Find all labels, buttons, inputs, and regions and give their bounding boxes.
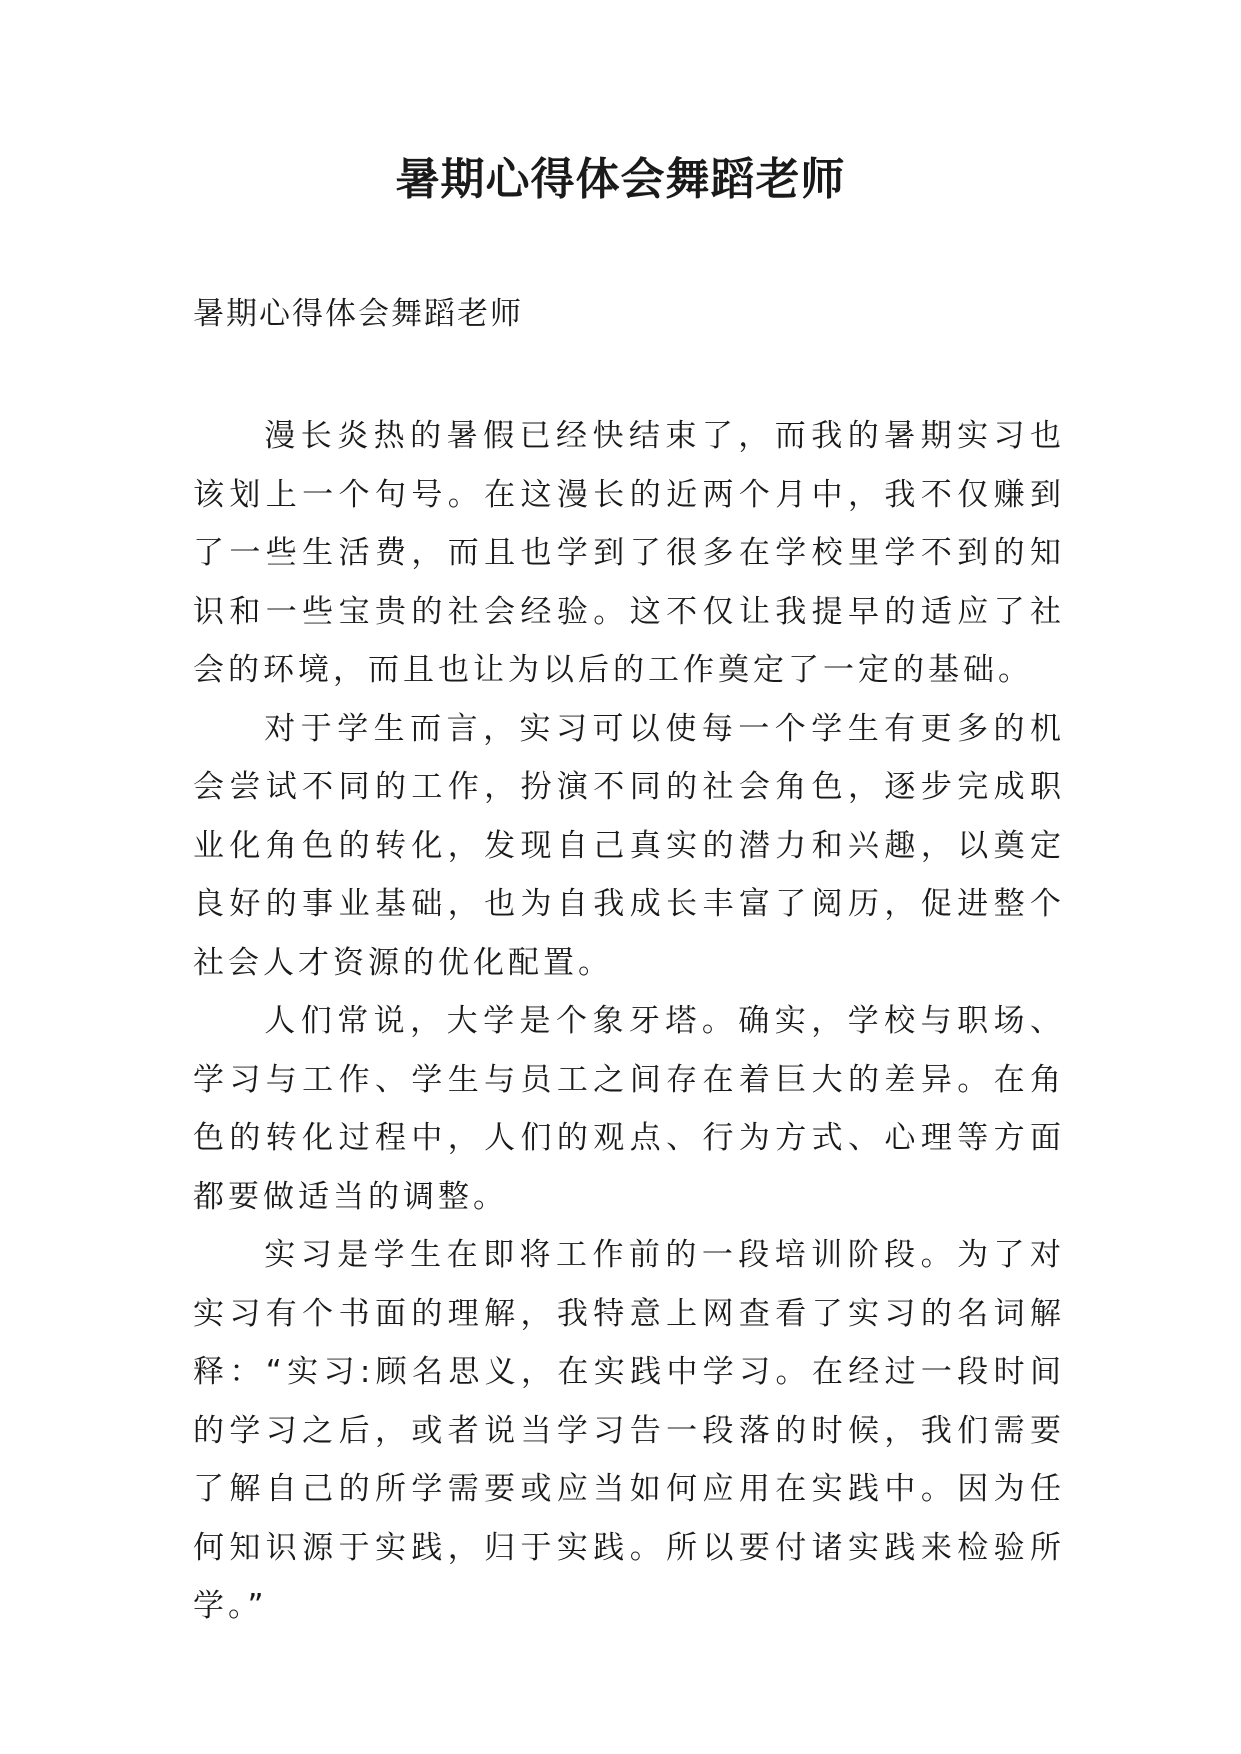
document-title: 暑期心得体会舞蹈老师 <box>395 154 846 205</box>
paragraph-4: 实习是学生在即将工作前的一段培训阶段。为了对实习有个书面的理解，我特意上网查看了实习的名词解释：“实习:顾名思义，在实践中学习。在经过一段时间的学习之后，或者说当学习告一段落的时候，我们需要了解自己的所学需要或应当如何应用在实践中。因为任何知识源于实践，归于实践。所以要付诸实践来检验所学。” <box>193 1237 1065 1624</box>
document-subtitle: 暑期心得体会舞蹈老师 <box>193 296 523 332</box>
document-body <box>193 407 1065 1636</box>
paragraph-3: 人们常说，大学是个象牙塔。确实，学校与职场、学习与工作、学生与员工之间存在着巨大的差异。在角色的转化过程中，人们的观点、行为方式、心理等方面都要做适当的调整。 <box>193 1003 1065 1215</box>
paragraph-2: 对于学生而言，实习可以使每一个学生有更多的机会尝试不同的工作，扮演不同的社会角色，逐步完成职业化角色的转化，发现自己真实的潜力和兴趣，以奠定良好的事业基础，也为自我成长丰富了阅历，促进整个社会人才资源的优化配置。 <box>193 710 1065 981</box>
paragraph-1: 漫长炎热的暑假已经快结束了，而我的暑期实习也该划上一个句号。在这漫长的近两个月中，我不仅赚到了一些生活费，而且也学到了很多在学校里学不到的知识和一些宝贵的社会经验。这不仅让我提早的适应了社会的环境，而且也让为以后的工作奠定了一定的基础。 <box>193 418 1065 688</box>
